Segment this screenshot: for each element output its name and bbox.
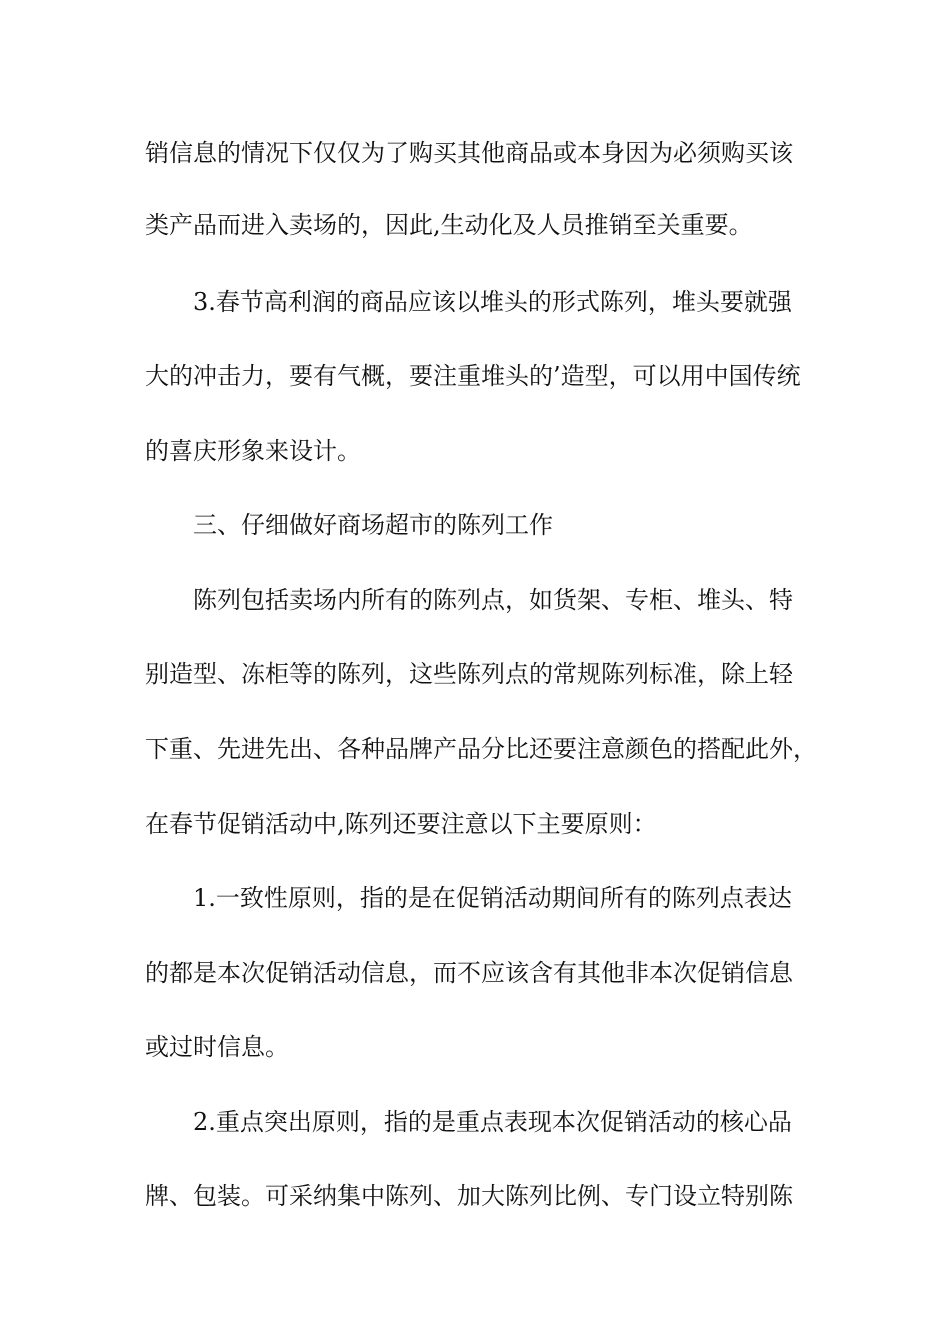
text-line: 牌、包装。可采纳集中陈列、加大陈列比例、专门设立特别陈 <box>145 1182 793 1210</box>
text-line: 陈列包括卖场内所有的陈列点，如货架、专柜、堆头、特 <box>193 586 793 614</box>
text-line: 大的冲击力，要有气概，要注重堆头的’造型，可以用中国传统 <box>145 362 801 390</box>
text-line: 下重、先进先出、各种品牌产品分比还要注意颜色的搭配此外， <box>145 735 817 763</box>
text-line: 的喜庆形象来设计。 <box>145 437 361 465</box>
text-line: 类产品而进入卖场的，因此,生动化及人员推销至关重要。 <box>145 211 753 239</box>
text-line: 2.重点突出原则，指的是重点表现本次促销活动的核心品 <box>193 1108 792 1136</box>
text-line: 在春节促销活动中,陈列还要注意以下主要原则： <box>145 810 657 838</box>
text-line: 的都是本次促销活动信息，而不应该含有其他非本次促销信息 <box>145 959 793 987</box>
text-line: 3.春节高利润的商品应该以堆头的形式陈列，堆头要就强 <box>193 288 792 316</box>
text-line: 或过时信息。 <box>145 1033 289 1061</box>
section-heading: 三、仔细做好商场超市的陈列工作 <box>193 511 553 539</box>
text-line: 1.一致性原则，指的是在促销活动期间所有的陈列点表达 <box>193 884 792 912</box>
text-line: 别造型、冻柜等的陈列，这些陈列点的常规陈列标准，除上轻 <box>145 660 793 688</box>
text-line: 销信息的情况下仅仅为了购买其他商品或本身因为必须购买该 <box>145 139 793 167</box>
